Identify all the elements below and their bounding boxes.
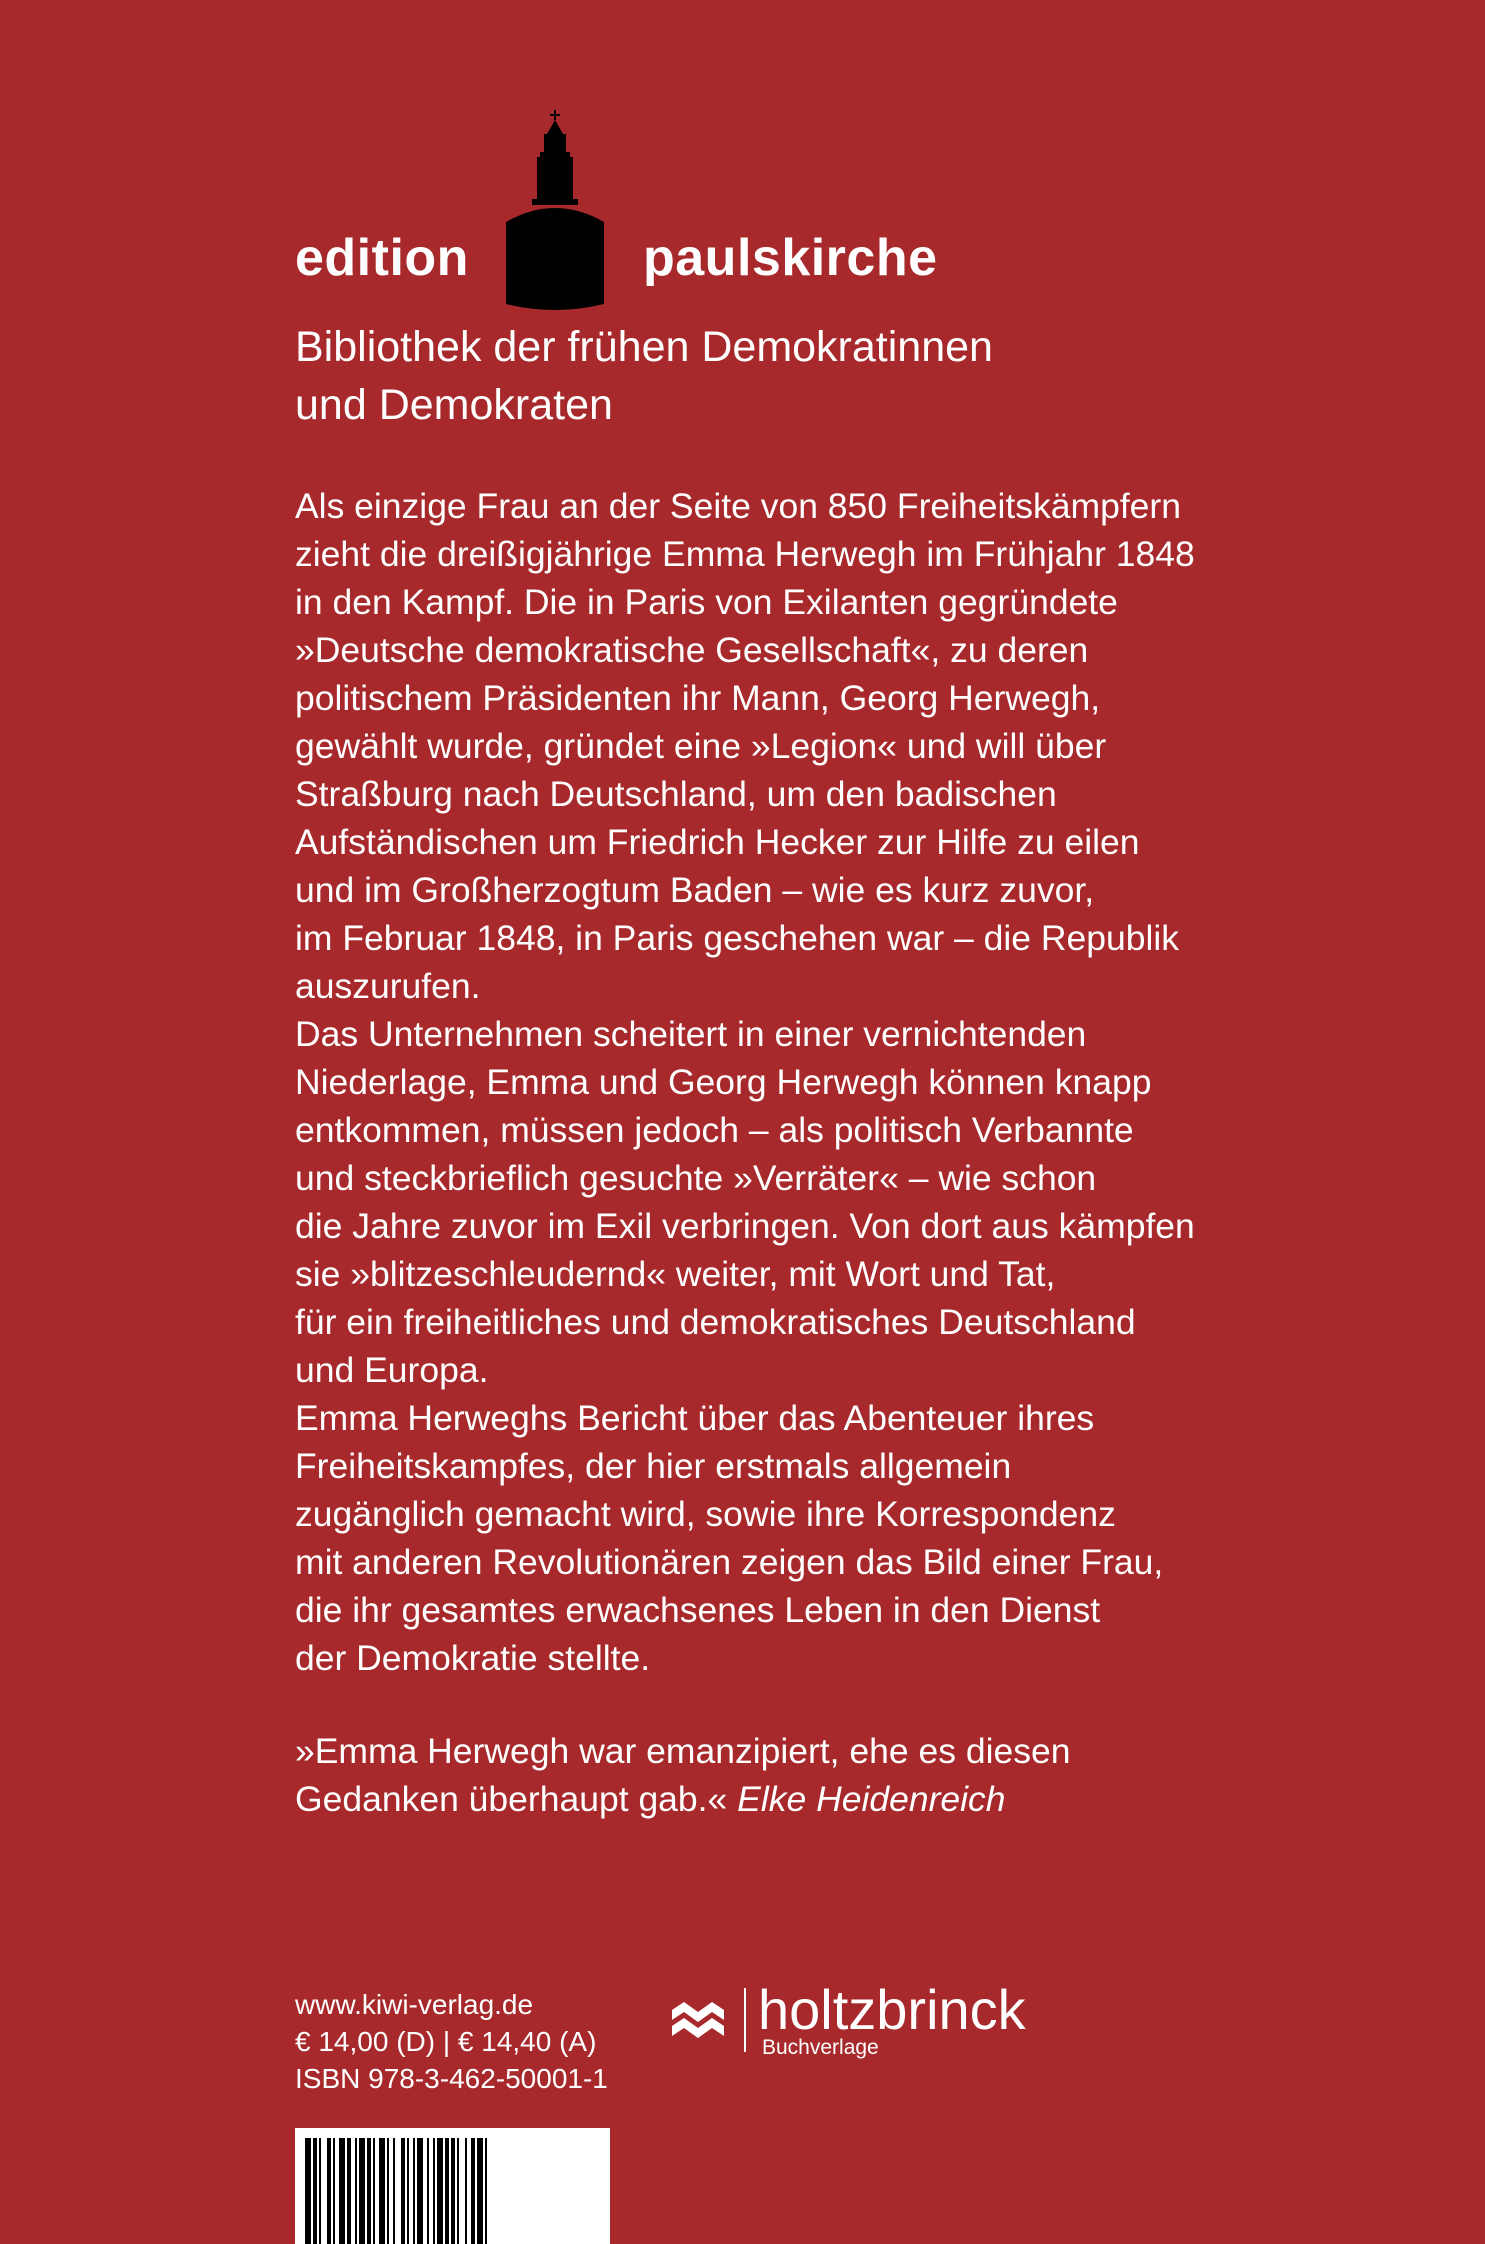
barcode-bar	[387, 2138, 389, 2244]
blurb-line: der Demokratie stellte.	[295, 1638, 651, 1678]
blurb-line: zieht die dreißigjährige Emma Herwegh im Frühjahr 1848	[295, 534, 1195, 574]
blurb-line: Das Unternehmen scheitert in einer vernichtenden	[295, 1014, 1087, 1054]
publisher-name: holtzbrinck	[758, 1978, 1026, 2041]
barcode-bar	[313, 2138, 317, 2244]
barcode-bar	[339, 2138, 345, 2244]
series-word-paulskirche: paulskirche	[643, 229, 938, 287]
barcode-bar	[417, 2138, 423, 2244]
barcode-bar	[457, 2138, 459, 2244]
barcode-bar	[433, 2138, 435, 2244]
subtitle-line: und Demokraten	[295, 381, 613, 429]
blurb-line: die ihr gesamtes erwachsenes Leben in den Dienst	[295, 1590, 1101, 1630]
blurb-line: sie »blitzeschleudernd« weiter, mit Wort und Tat,	[295, 1254, 1056, 1294]
blurb-text	[295, 482, 1295, 1682]
publisher-website: www.kiwi-verlag.de	[295, 1989, 534, 2020]
blurb-line: »Deutsche demokratische Gesellschaft«, zu deren	[295, 630, 1089, 670]
quote-author: Elke Heidenreich	[737, 1779, 1006, 1819]
barcode-bar	[451, 2138, 455, 2244]
blurb-line: Als einzige Frau an der Seite von 850 Freiheitskämpfern	[295, 486, 1181, 526]
barcode-bar	[379, 2138, 385, 2244]
blurb-line: politischem Präsidenten ihr Mann, Georg Herwegh,	[295, 678, 1101, 718]
blurb-line: Niederlage, Emma und Georg Herwegh können knapp	[295, 1062, 1152, 1102]
barcode-bar	[445, 2138, 449, 2244]
church-tower-icon	[500, 110, 610, 310]
barcode-bar	[367, 2138, 371, 2244]
barcode	[295, 2128, 610, 2244]
barcode-bar	[477, 2138, 483, 2244]
publisher-logo	[670, 1978, 1070, 2066]
barcode-bar	[485, 2138, 487, 2244]
barcode-bar	[465, 2138, 467, 2244]
series-word-edition: edition	[295, 229, 469, 287]
blurb-line: Straßburg nach Deutschland, um den badischen	[295, 774, 1057, 814]
holtzbrinck-mark-icon	[670, 2000, 726, 2046]
quote-line: »Emma Herwegh war emanzipiert, ehe es diesen	[295, 1731, 1071, 1771]
isbn: ISBN 978-3-462-50001-1	[295, 2063, 608, 2094]
price: € 14,00 (D) | € 14,40 (A)	[295, 2026, 597, 2057]
series-subtitle	[295, 318, 1195, 434]
barcode-bar	[373, 2138, 375, 2244]
blurb-line: für ein freiheitliches und demokratisches Deutschland	[295, 1302, 1136, 1342]
quote-text: Gedanken überhaupt gab.«	[295, 1779, 728, 1819]
blurb-line: Freiheitskampfes, der hier erstmals allgemein	[295, 1446, 1012, 1486]
quote-line	[295, 1775, 1295, 1823]
barcode-bar	[427, 2138, 429, 2244]
blurb-line: mit anderen Revolutionären zeigen das Bild einer Frau,	[295, 1542, 1164, 1582]
barcode-bar	[355, 2138, 357, 2244]
barcode-bar	[347, 2138, 351, 2244]
imprint	[295, 1986, 635, 2097]
barcode-bar	[333, 2138, 335, 2244]
series-header	[295, 110, 995, 310]
blurb-line: in den Kampf. Die in Paris von Exilanten gegründete	[295, 582, 1118, 622]
blurb-line: gewählt wurde, gründet eine »Legion« und will über	[295, 726, 1107, 766]
blurb-line: im Februar 1848, in Paris geschehen war – die Republik	[295, 918, 1180, 958]
blurb-line: Emma Herweghs Bericht über das Abenteuer ihres	[295, 1398, 1095, 1438]
review-quote	[295, 1727, 1295, 1823]
barcode-bar	[305, 2138, 311, 2244]
barcode-icon	[305, 2138, 600, 2244]
blurb-line: entkommen, müssen jedoch – als politisch Verbannte	[295, 1110, 1134, 1150]
barcode-bar	[413, 2138, 415, 2244]
barcode-bar	[359, 2138, 365, 2244]
blurb-line: und Europa.	[295, 1350, 489, 1390]
barcode-bar	[327, 2138, 331, 2244]
blurb-line: und steckbrieflich gesuchte »Verräter« – wie schon	[295, 1158, 1097, 1198]
barcode-bar	[471, 2138, 475, 2244]
blurb-line: Aufständischen um Friedrich Hecker zur Hilfe zu eilen	[295, 822, 1140, 862]
blurb-line: die Jahre zuvor im Exil verbringen. Von dort aus kämpfen	[295, 1206, 1195, 1246]
barcode-bar	[401, 2138, 405, 2244]
barcode-bar	[407, 2138, 409, 2244]
publisher-divider	[744, 1988, 746, 2052]
barcode-bar	[437, 2138, 443, 2244]
barcode-bar	[319, 2138, 321, 2244]
blurb-line: zugänglich gemacht wird, sowie ihre Korrespondenz	[295, 1494, 1116, 1534]
barcode-bar	[393, 2138, 395, 2244]
publisher-subtitle: Buchverlage	[762, 2036, 879, 2059]
blurb-line: und im Großherzogtum Baden – wie es kurz zuvor,	[295, 870, 1095, 910]
blurb-line: auszurufen.	[295, 966, 481, 1006]
subtitle-line: Bibliothek der frühen Demokratinnen	[295, 323, 993, 371]
